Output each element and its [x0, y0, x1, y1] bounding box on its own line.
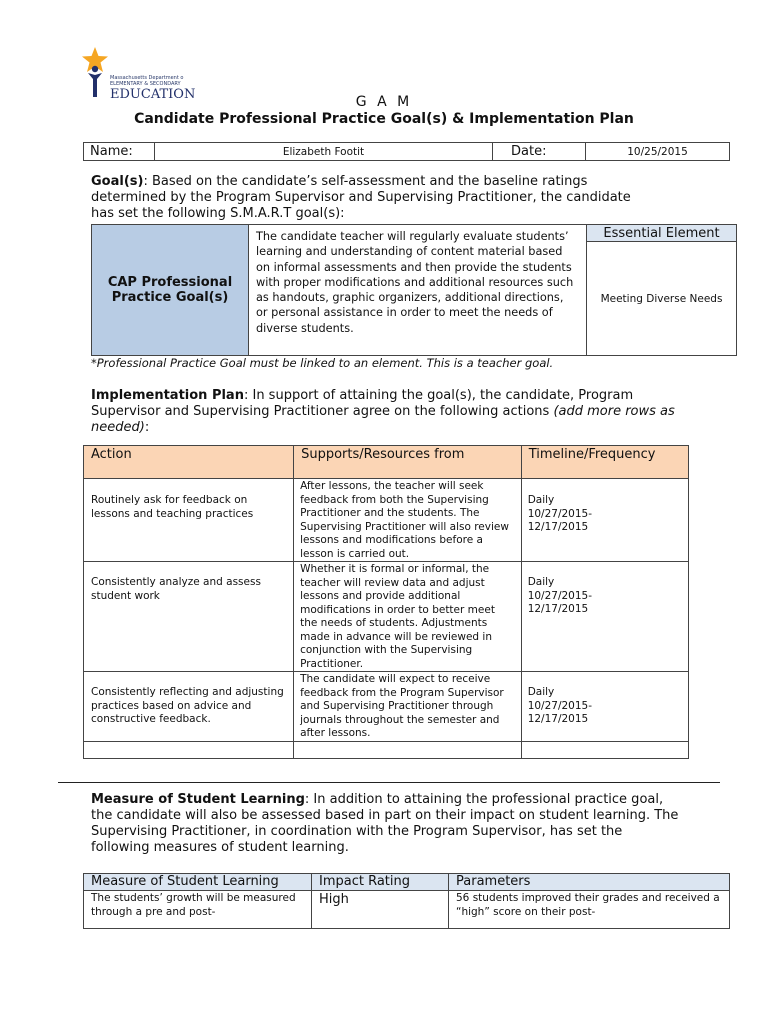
- measure-paragraph: [91, 792, 681, 856]
- col-header-parameters: Parameters: [449, 874, 730, 891]
- cap-goal-label: CAP Professional Practice Goal(s): [92, 225, 249, 356]
- goal-text: The candidate teacher will regularly evaluate students’ learning and understanding of content material based on informal assessments and then provide the students with proper modifications and additional resources such as handouts, graphic organizers, additional directions, or personal assistance in order to meet the needs of diverse students.: [249, 225, 587, 356]
- goal-table: [91, 224, 737, 356]
- col-header-supports: Supports/Resources from: [294, 446, 522, 479]
- empty-cell[interactable]: [84, 742, 294, 759]
- date-value: 10/25/2015: [586, 143, 730, 161]
- empty-cell[interactable]: [294, 742, 522, 759]
- support-cell: Whether it is formal or informal, the teacher will review data and adjust lessons and provide additional modifications in order to better meet the needs of students. Adjustments made in advance will be reviewed in conjunction with the Supervising Practitioner.: [294, 562, 522, 672]
- goals-heading: Goal(s): [91, 174, 144, 189]
- action-cell: Consistently analyze and assess student work: [84, 562, 294, 672]
- parameters-cell: 56 students improved their grades and received a “high” score on their post-: [449, 891, 730, 929]
- measure-text: : In addition to attaining the professional practice goal, the candidate will also be assessed based in part on their impact on student learning. The Supervising Practitioner, in coordination with the Program Supervisor, has set the following measures of student learning.: [91, 792, 679, 855]
- goals-text: : Based on the candidate’s self-assessment and the baseline ratings determined by the Program Supervisor and Supervising Practitioner, the candidate has set the following S.M.A.R.T goal(s):: [91, 174, 631, 221]
- implementation-text-italic: (add more rows as needed): [91, 404, 675, 435]
- name-value: Elizabeth Footit: [155, 143, 493, 161]
- action-cell: Consistently reflecting and adjusting practices based on advice and constructive feedback.: [84, 672, 294, 742]
- measure-cell: The students’ growth will be measured through a pre and post-: [84, 891, 312, 929]
- empty-cell[interactable]: [521, 742, 688, 759]
- table-row: [84, 479, 689, 562]
- support-cell: The candidate will expect to receive feedback from the Program Supervisor and Supervising Practitioner through journals throughout the semester and after lessons.: [294, 672, 522, 742]
- timeline-cell: Daily 10/27/2015-12/17/2015: [521, 562, 688, 672]
- form-code-title: G A M: [355, 94, 413, 110]
- implementation-heading: Implementation Plan: [91, 388, 244, 403]
- logo-line-2: ELEMENTARY & SECONDARY: [110, 81, 181, 87]
- col-header-measure: Measure of Student Learning: [84, 874, 312, 891]
- logo-line-1: Massachusetts Department o: [110, 75, 184, 81]
- table-row: [84, 891, 730, 929]
- measure-heading: Measure of Student Learning: [91, 792, 305, 807]
- logo-line-3: EDUCATION: [110, 87, 196, 102]
- name-label: Name:: [84, 143, 155, 161]
- timeline-cell: Daily 10/27/2015-12/17/2015: [521, 672, 688, 742]
- goals-paragraph: [91, 174, 651, 222]
- impact-rating-cell: High: [312, 891, 449, 929]
- support-cell: After lessons, the teacher will seek feedback from both the Supervising Practitioner and the students. The Supervising Practitioner will also review lessons and modifications before a lesson is carried out.: [294, 479, 522, 562]
- implementation-text-end: :: [144, 420, 150, 435]
- implementation-table: [83, 445, 689, 759]
- col-header-action: Action: [84, 446, 294, 479]
- action-cell: Routinely ask for feedback on lessons and teaching practices: [84, 479, 294, 562]
- implementation-paragraph: [91, 388, 681, 436]
- table-row: [84, 562, 689, 672]
- implementation-text: : In support of attaining the goal(s), the candidate, Program Supervisor and Supervising Practitioner agree on the following actions: [91, 388, 634, 419]
- goal-note: *Professional Practice Goal must be linked to an element. This is a teacher goal.: [91, 356, 554, 370]
- table-row-empty: [84, 742, 689, 759]
- date-label: Date:: [493, 143, 586, 161]
- essential-element-value: Meeting Diverse Needs: [587, 242, 737, 356]
- star-person-icon: [80, 45, 110, 101]
- section-divider: [58, 782, 720, 783]
- col-header-impact: Impact Rating: [312, 874, 449, 891]
- essential-element-header: Essential Element: [587, 225, 737, 242]
- timeline-cell: Daily 10/27/2015-12/17/2015: [521, 479, 688, 562]
- header-table: [83, 142, 730, 161]
- col-header-timeline: Timeline/Frequency: [521, 446, 688, 479]
- page-title: Candidate Professional Practice Goal(s) & Implementation Plan: [134, 111, 634, 127]
- measure-table: [83, 873, 730, 929]
- table-row: [84, 672, 689, 742]
